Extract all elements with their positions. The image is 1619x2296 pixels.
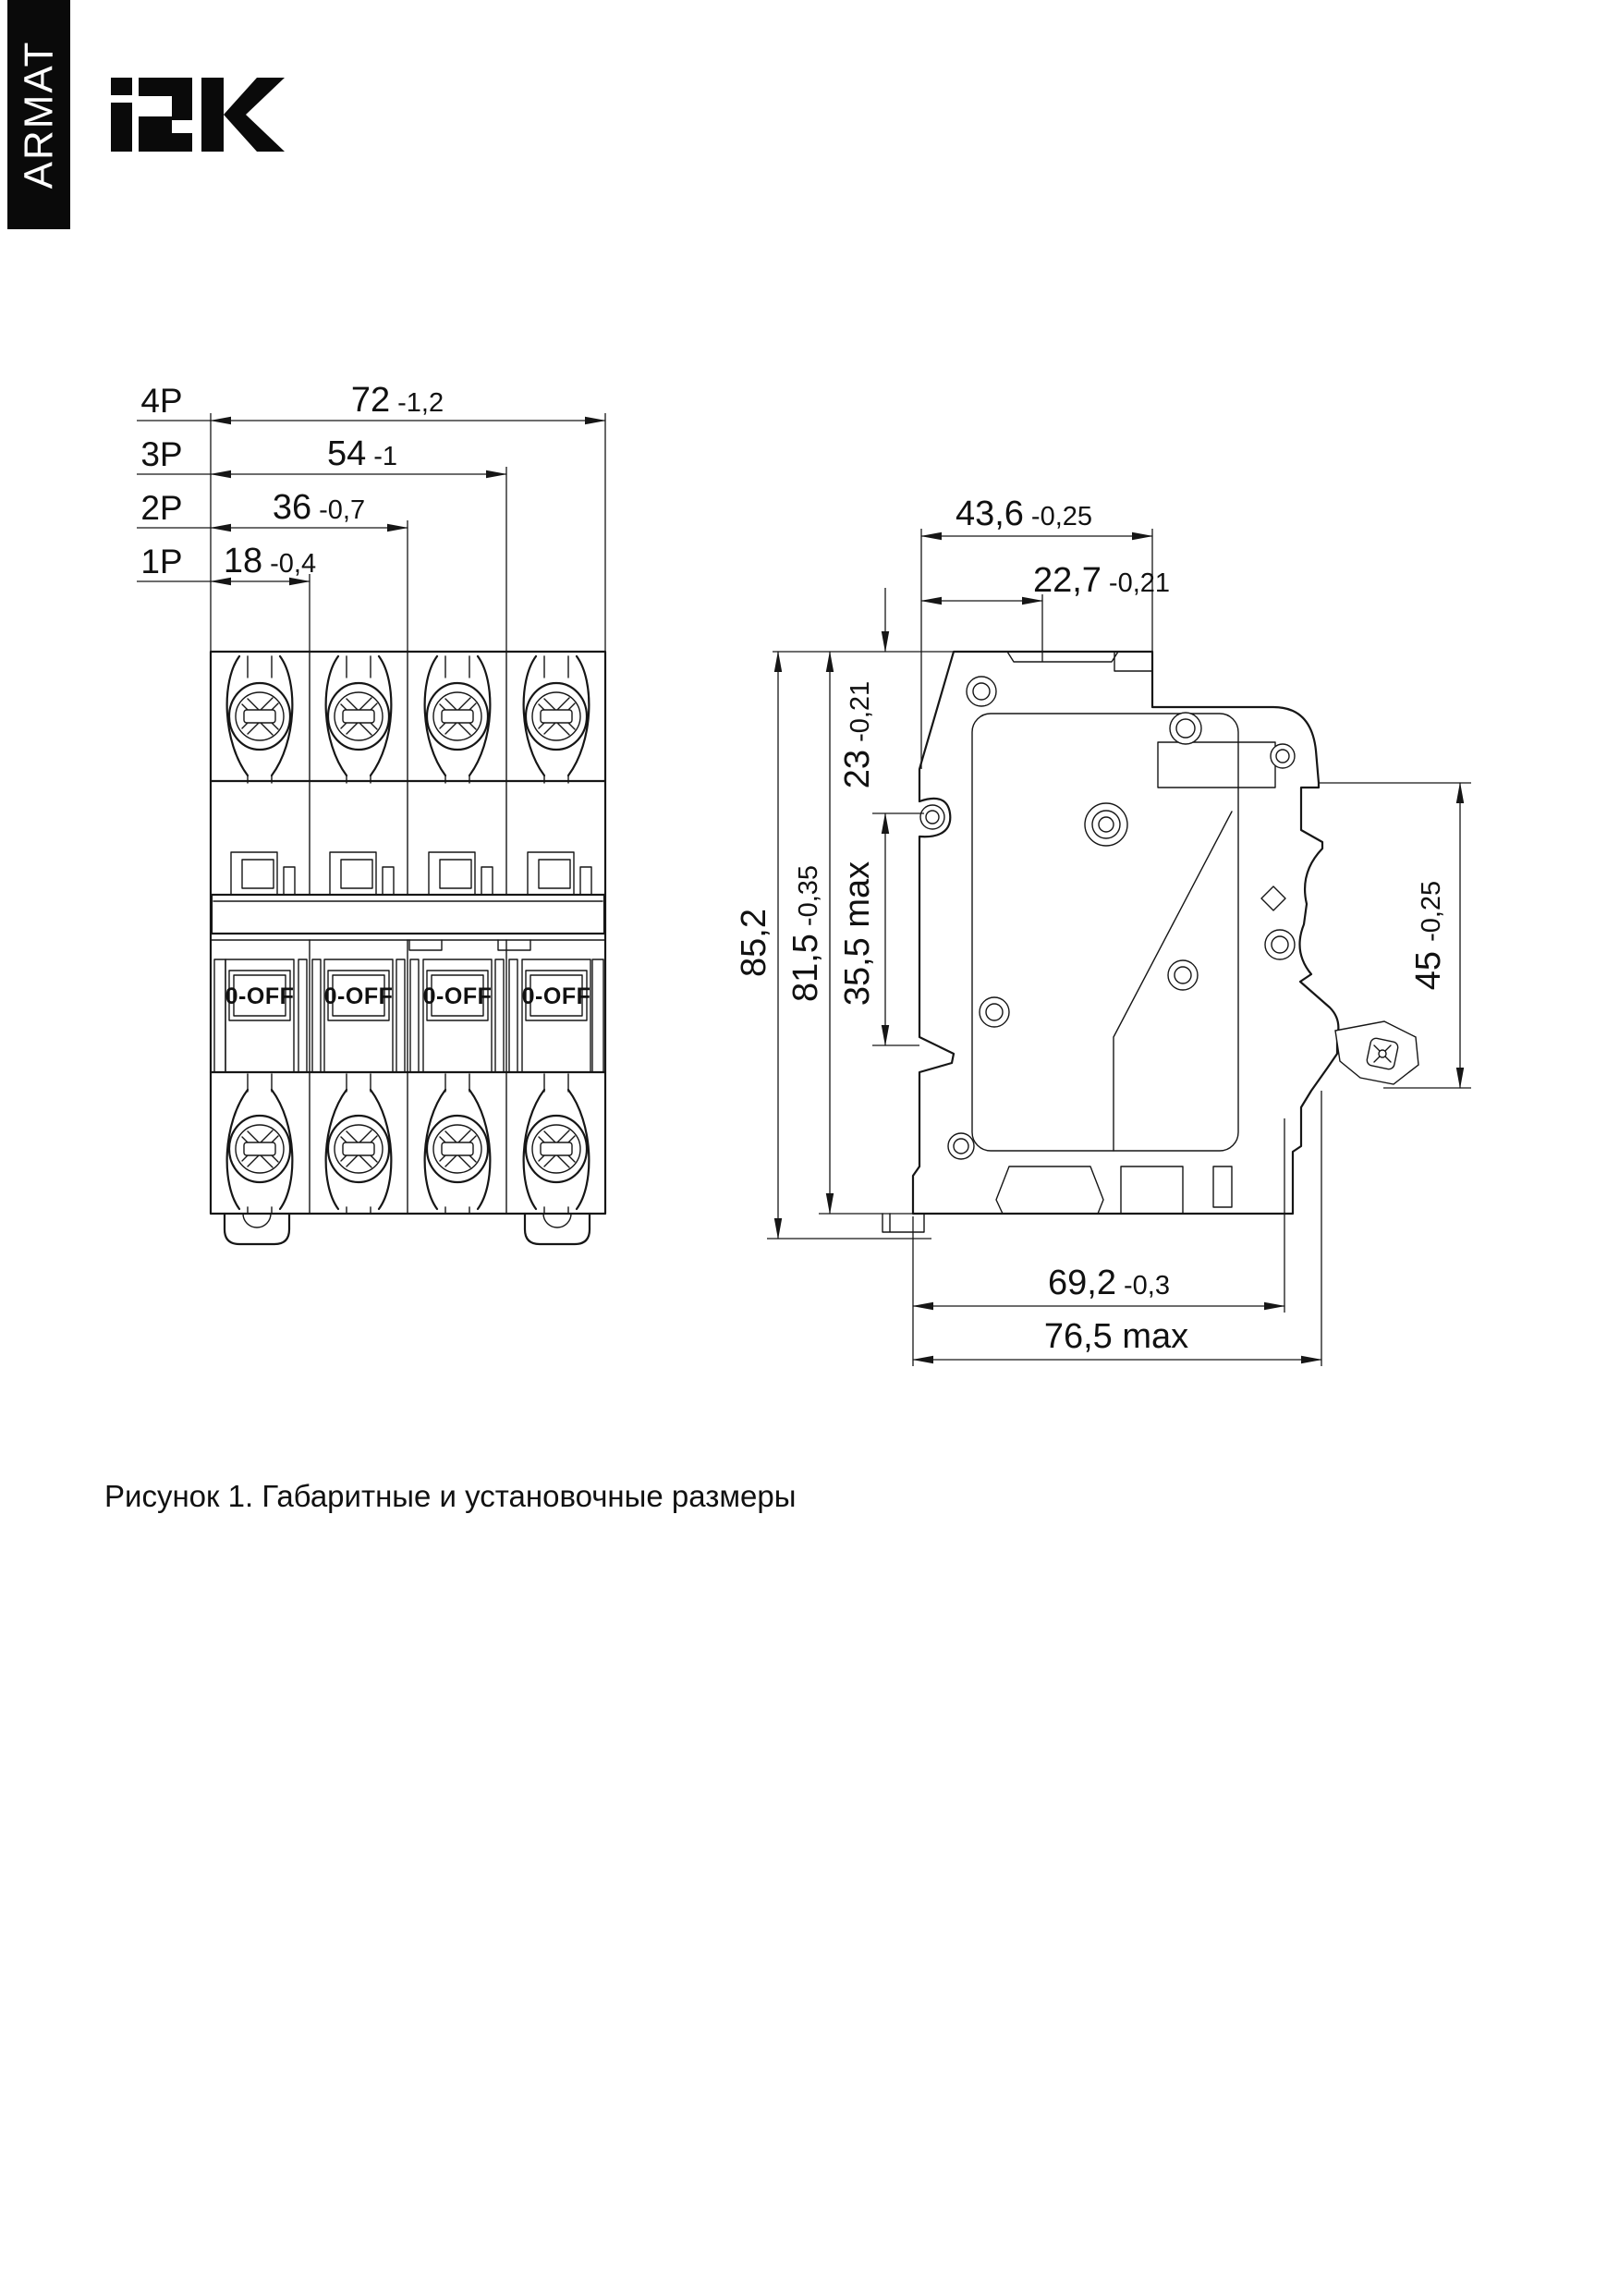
din-clip-left bbox=[225, 1214, 289, 1244]
dim-terminal-depth: 23-0,21 bbox=[838, 680, 877, 789]
dim-rail-height: 45-0,25 bbox=[1409, 880, 1448, 991]
dim-overall-height: 85,2 bbox=[735, 909, 773, 977]
pole-label-1p: 1P bbox=[140, 543, 183, 580]
dim-handle-zone: 35,5 max bbox=[838, 861, 877, 1007]
dim-overall-width: 43,6 -0,25 bbox=[955, 495, 1093, 533]
dim-max-depth: 76,5 max bbox=[1043, 1317, 1189, 1356]
front-breaker-body bbox=[211, 652, 605, 1244]
side-breaker-body bbox=[883, 652, 1418, 1232]
din-latch bbox=[1335, 1021, 1418, 1084]
pole-label-4p: 4P bbox=[140, 382, 183, 420]
front-dimensions bbox=[137, 381, 605, 652]
handle-label-2: 0-OFF bbox=[323, 983, 394, 1009]
handle-label-1: 0-OFF bbox=[225, 983, 295, 1009]
handle-label-4: 0-OFF bbox=[521, 983, 591, 1009]
front-view bbox=[137, 381, 605, 1244]
dim-width-2p: 36 -0,7 bbox=[272, 488, 366, 527]
brand-vertical-label: ARMAT bbox=[16, 40, 62, 189]
dim-width-3p: 54 -1 bbox=[326, 434, 398, 473]
side-view bbox=[735, 495, 1471, 1366]
figure-caption: Рисунок 1. Габаритные и установочные размеры bbox=[104, 1479, 797, 1513]
din-clip-right bbox=[525, 1214, 590, 1244]
dim-width-4p: 72 -1,2 bbox=[350, 381, 444, 420]
side-dimensions bbox=[735, 495, 1471, 1366]
pole-label-2p: 2P bbox=[140, 489, 183, 527]
pole-label-3p: 3P bbox=[140, 435, 183, 473]
dim-width-1p: 18 -0,4 bbox=[223, 542, 317, 580]
dim-body-depth: 69,2 -0,3 bbox=[1048, 1264, 1170, 1302]
dim-body-height: 81,5-0,35 bbox=[786, 864, 825, 1003]
handle-label-3: 0-OFF bbox=[422, 983, 493, 1009]
dim-front-width: 22,7 -0,21 bbox=[1032, 561, 1171, 600]
